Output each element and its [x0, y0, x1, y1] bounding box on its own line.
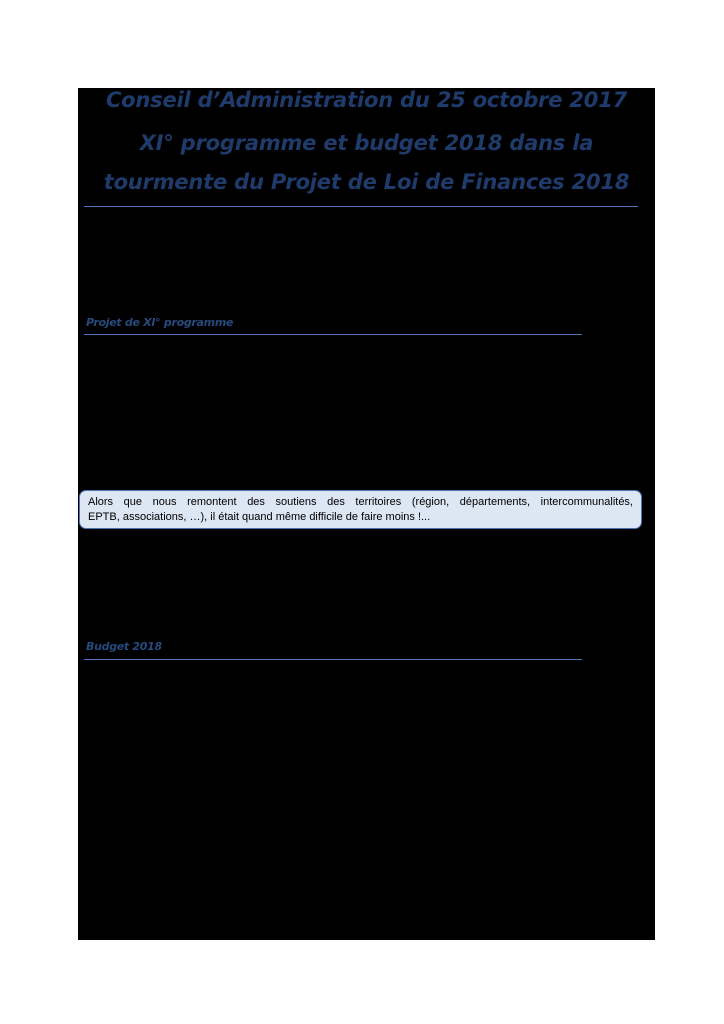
callout-text-line-2: EPTB, associations, …), il était quand même difficile de faire moins !... — [88, 511, 431, 523]
section-heading-budget: Budget 2018 — [86, 640, 162, 653]
callout-box — [79, 490, 642, 529]
document-title-line-1: Conseil d’Administration du 25 octobre 2017 — [105, 88, 628, 112]
section-heading-programme: Projet de XI° programme — [86, 316, 234, 329]
title-divider — [84, 206, 638, 207]
document-page — [78, 88, 655, 940]
section-divider-budget — [84, 659, 582, 660]
document-title-line-3: tourmente du Projet de Loi de Finances 2018 — [103, 170, 630, 194]
document-title-line-2: XI° programme et budget 2018 dans la — [139, 131, 594, 155]
section-divider-programme — [84, 334, 582, 335]
callout-text-line-1: Alors que nous remontent des soutiens des territoires (région, départements, intercommunalités, — [88, 496, 633, 508]
